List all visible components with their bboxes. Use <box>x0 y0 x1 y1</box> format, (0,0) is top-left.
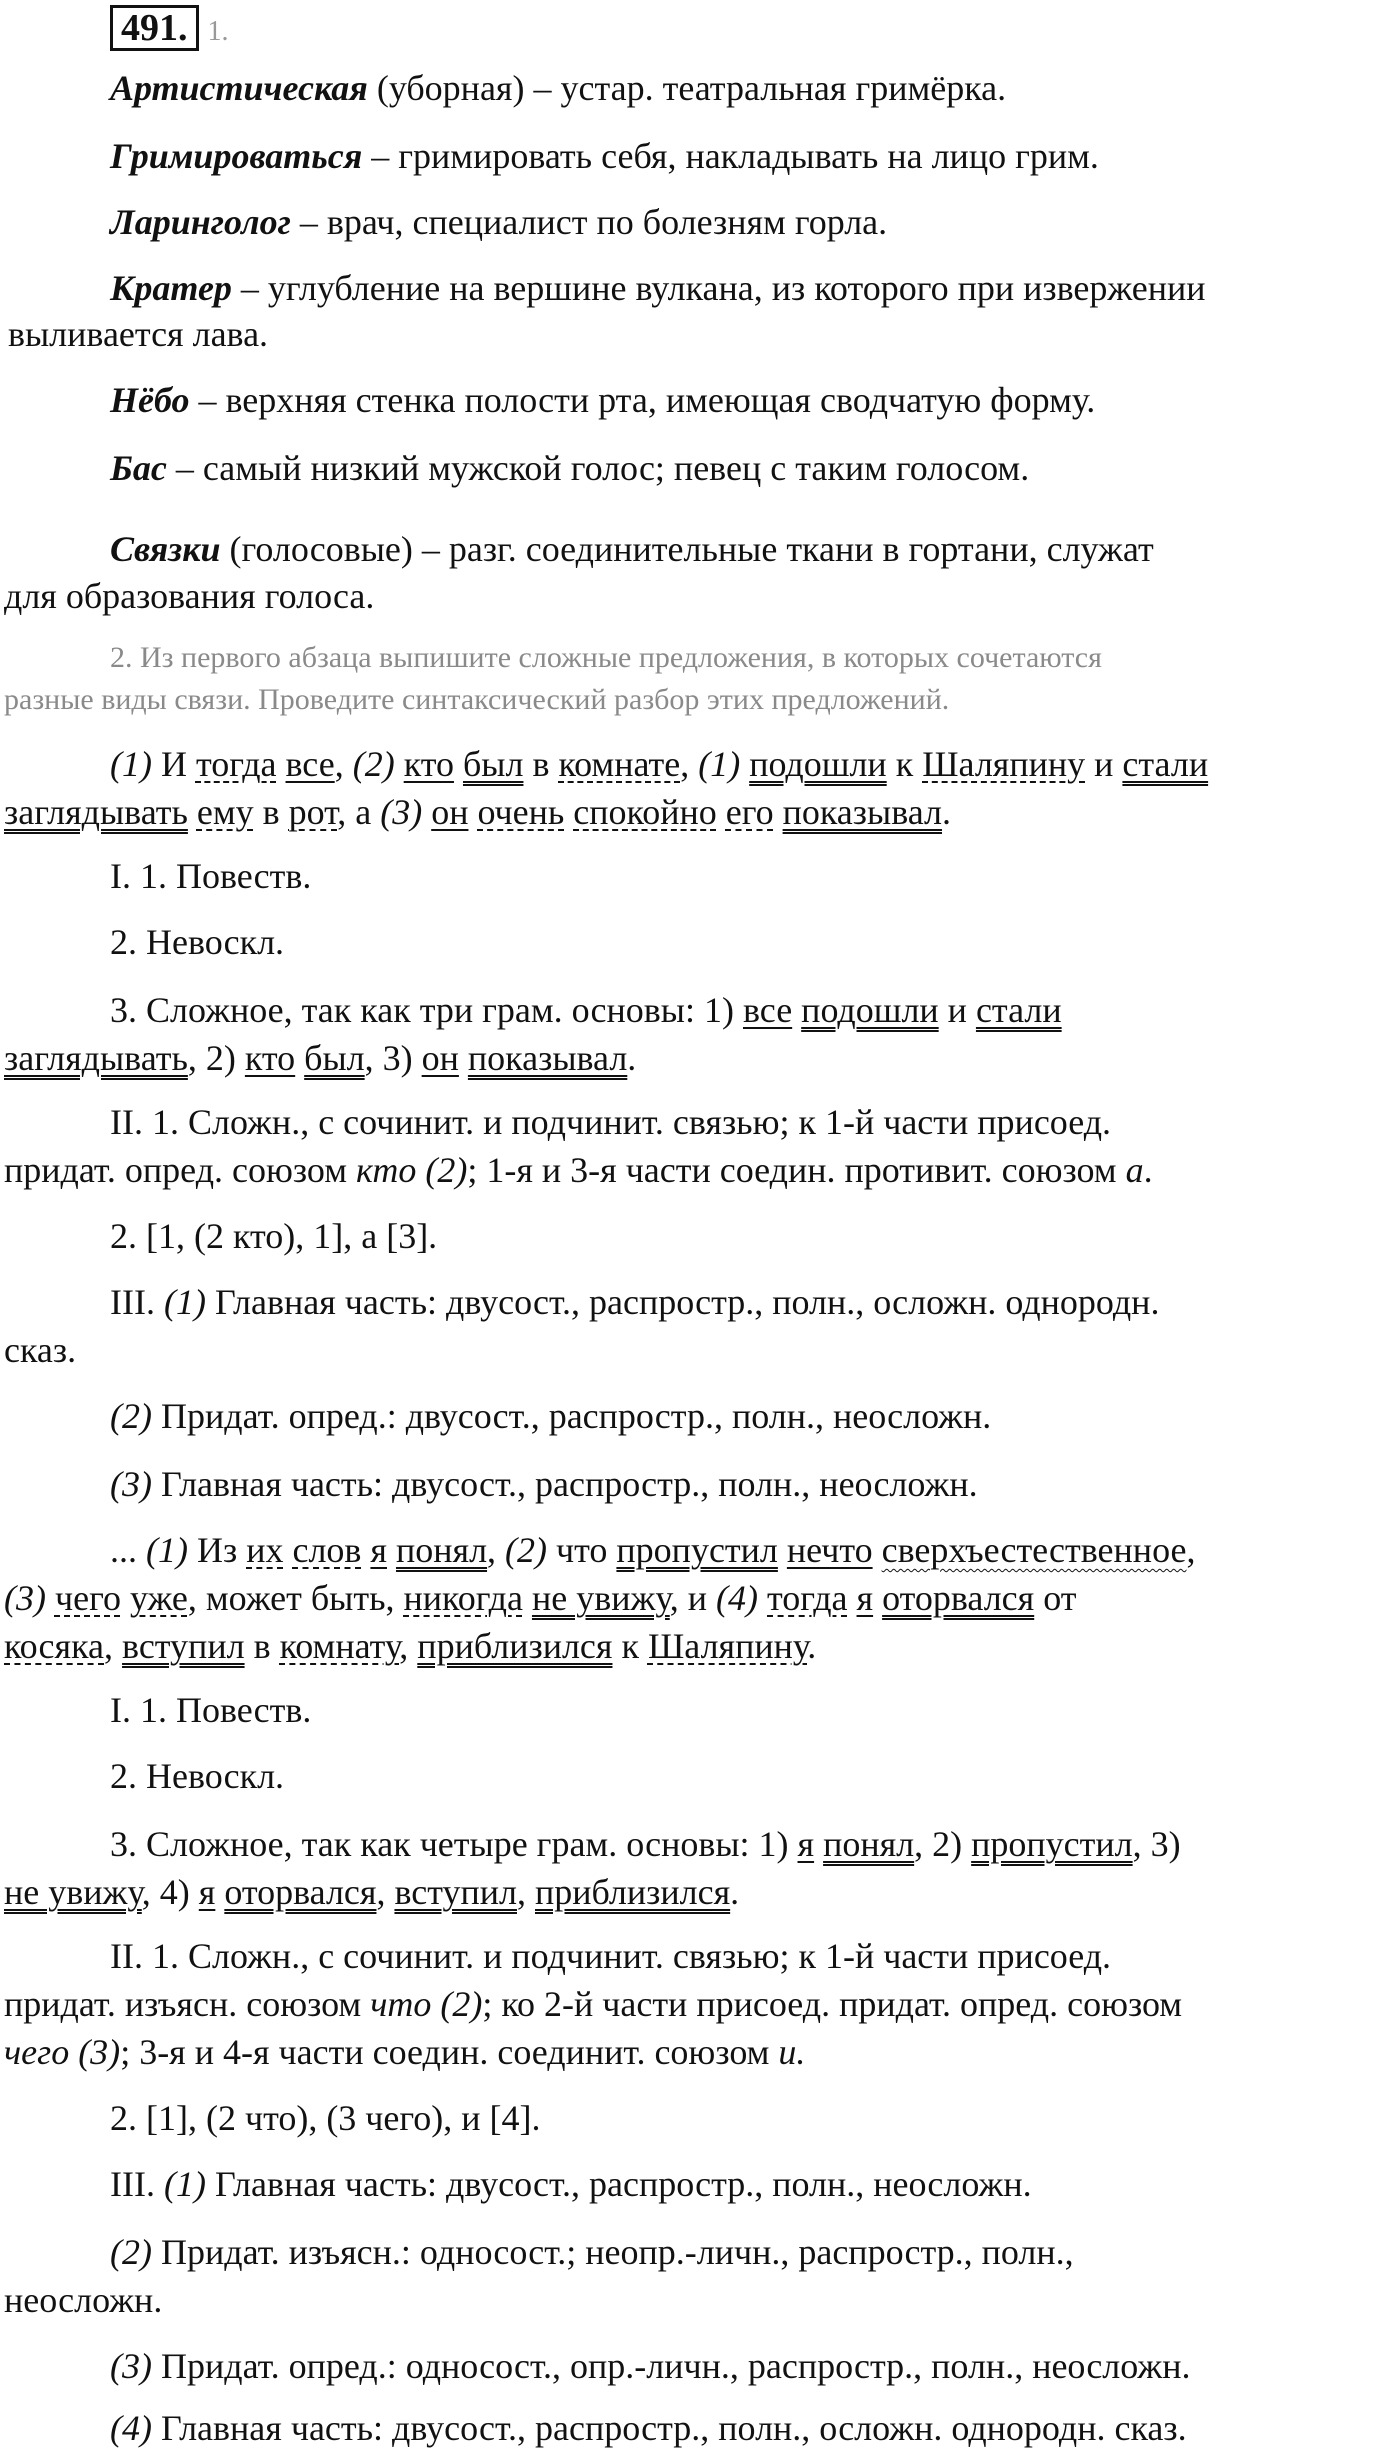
analysis2-line8 <box>110 2342 1191 2390</box>
word: и <box>938 990 976 1030</box>
analysis1-line1: I. 1. Повеств. <box>110 856 312 896</box>
analysis1-line6 <box>110 1278 1159 1326</box>
word: приблизился <box>417 1626 613 1666</box>
text: кто (2) <box>355 1150 468 1190</box>
word: в <box>244 1626 280 1666</box>
definition-4 <box>110 264 1206 312</box>
word: и <box>1085 744 1123 784</box>
word: комнате <box>558 744 681 784</box>
analysis2-line3-cont: не увижу, 4) я оторвался, вступил, приблизился. <box>4 1872 740 1912</box>
word: был <box>462 744 524 784</box>
term: Нёбо <box>110 380 190 420</box>
word: приблизился <box>534 1872 731 1912</box>
word: Из <box>187 1530 247 1570</box>
text: , 3) <box>364 1038 422 1078</box>
word: , и <box>669 1578 717 1618</box>
sentence1-line2: заглядывать ему в рот, а (3) он очень спокойно его показывал. <box>4 792 951 832</box>
text: а <box>1125 1150 1144 1190</box>
word: ему <box>196 792 254 832</box>
text: придат. опред. союзом <box>4 1150 356 1190</box>
word: от <box>1034 1578 1077 1618</box>
word: спокойно <box>573 792 717 832</box>
word: стали <box>975 990 1062 1030</box>
text: ; ко 2-й части присоед. придат. опред. союзом <box>482 1984 1183 2024</box>
word: никогда <box>403 1578 523 1618</box>
text: что (2) <box>370 1984 483 2024</box>
word: нечто <box>786 1530 873 1570</box>
analysis1-line8 <box>110 1460 978 1508</box>
word: что <box>547 1530 617 1570</box>
part-number: (1) <box>163 2164 206 2204</box>
definition-text: – гримировать себя, накладывать на лицо грим. <box>362 136 1099 176</box>
definition-text: – верхняя стенка полости рта, имеющая сводчатую форму. <box>189 380 1096 420</box>
part-number: (4) <box>110 2408 152 2448</box>
word: в <box>253 792 289 832</box>
analysis2-line4: II. 1. Сложн., с сочинит. и подчинит. связью; к 1-й части присоед. <box>110 1936 1112 1976</box>
word: тогда <box>195 744 277 784</box>
analysis2-line5: 2. [1], (2 что), (3 чего), и [4]. <box>110 2098 541 2138</box>
sentence2-line1: ... (1) Из их слов я понял, (2) что пропустил нечто сверхъестественное, <box>110 1530 1196 1570</box>
term: Артистическая <box>110 68 368 108</box>
analysis2-line4-cont2 <box>4 2028 805 2076</box>
analysis2-line2: 2. Невоскл. <box>110 1756 285 1796</box>
part-number: (2) <box>505 1530 548 1570</box>
part-number: (2) <box>110 1396 152 1436</box>
definition-2 <box>110 132 1099 180</box>
text: , 2) <box>187 1038 245 1078</box>
word: комнату <box>279 1626 400 1666</box>
part-number: (1) <box>110 744 152 784</box>
word: , а <box>337 792 381 832</box>
part-number: (4) <box>716 1578 758 1618</box>
text: придат. изъясн. союзом <box>4 1984 371 2024</box>
definition-7-cont: для образования голоса. <box>4 576 375 616</box>
word: И <box>151 744 196 784</box>
term: Связки <box>110 529 221 569</box>
text: , 3) <box>1132 1824 1181 1864</box>
word: оторвался <box>882 1578 1035 1618</box>
analysis2-line7 <box>110 2228 1074 2276</box>
analysis1-line3 <box>110 986 1062 1034</box>
text: ; 3-я и 4-я части соедин. соединит. союзом <box>120 2032 779 2072</box>
task-number: 491. <box>110 5 199 51</box>
part-number: (1) <box>163 1282 206 1322</box>
definition-text: (уборная) – устар. театральная гримёрка. <box>367 68 1007 108</box>
word: уже <box>129 1578 188 1618</box>
analysis1-line2: 2. Невоскл. <box>110 922 285 962</box>
word: сверхъестественное <box>881 1530 1187 1570</box>
task2-line1: 2. Из первого абзаца выпишите сложные предложения, в которых сочетаются <box>110 641 1102 674</box>
part-number: (2) <box>352 744 395 784</box>
word: все <box>742 990 793 1030</box>
term: Кратер <box>110 268 232 308</box>
text: Главная часть: двусост., распростр., полн., неосложн. <box>205 2164 1032 2204</box>
word: он <box>421 1038 459 1078</box>
task2-line2: разные виды связи. Проведите синтаксический разбор этих предложений. <box>4 683 950 716</box>
part-number: (3) <box>110 1464 152 1504</box>
analysis1-line6-cont: сказ. <box>4 1330 77 1370</box>
word: очень <box>477 792 565 832</box>
analysis1-line3-cont: заглядывать, 2) кто был, 3) он показывал. <box>4 1038 637 1078</box>
text: чего (3) <box>4 2032 121 2072</box>
word: , может быть, <box>187 1578 404 1618</box>
part-number: (3) <box>110 2346 152 2386</box>
definition-text: – углубление на вершине вулкана, из которого при извержении <box>231 268 1206 308</box>
word: его <box>725 792 774 832</box>
word: он <box>431 792 469 832</box>
definition-3 <box>110 198 887 246</box>
definition-text: – врач, специалист по болезням горла. <box>290 202 888 242</box>
definition-text: (голосовые) – разг. соединительные ткани в гортани, служат <box>220 529 1154 569</box>
analysis1-line4-cont: придат. опред. союзом кто (2); 1-я и 3-я части соедин. противит. союзом а. <box>4 1150 1153 1190</box>
word: чего <box>54 1578 121 1618</box>
analysis2-line7-cont: неосложн. <box>4 2280 163 2320</box>
text: и. <box>778 2032 806 2072</box>
word: кто <box>403 744 454 784</box>
word: не увижу <box>531 1578 670 1618</box>
word: подошли <box>801 990 939 1030</box>
task-header <box>110 4 229 56</box>
word: вступил <box>394 1872 517 1912</box>
text: III. <box>110 1282 164 1322</box>
word: не увижу <box>4 1872 142 1912</box>
text: Главная часть: двусост., распростр., полн., осложн. однородн. сказ. <box>151 2408 1187 2448</box>
text: Придат. опред.: односост., опр.-личн., распростр., полн., неосложн. <box>151 2346 1191 2386</box>
text: Главная часть: двусост., распростр., полн., неосложн. <box>151 1464 978 1504</box>
word: рот <box>288 792 338 832</box>
analysis1-line5: 2. [1, (2 кто), 1], а [3]. <box>110 1216 438 1256</box>
text: , 4) <box>141 1872 199 1912</box>
text: , 2) <box>914 1824 972 1864</box>
term: Гримироваться <box>110 136 363 176</box>
word: слов <box>292 1530 362 1570</box>
text: Придат. изъясн.: односост.; неопр.-личн., распростр., полн., <box>151 2232 1074 2272</box>
word: их <box>246 1530 284 1570</box>
word: к <box>886 744 923 784</box>
word: заглядывать <box>4 1038 188 1078</box>
word: тогда <box>767 1578 848 1618</box>
analysis2-line4-cont1 <box>4 1980 1182 2028</box>
word: Шаляпину <box>647 1626 808 1666</box>
part-number: (2) <box>110 2232 152 2272</box>
word: подошли <box>749 744 887 784</box>
analysis2-line9 <box>110 2404 1187 2452</box>
definition-7 <box>110 525 1154 573</box>
word: был <box>304 1038 365 1078</box>
text: ... <box>110 1530 146 1570</box>
text: ; 1-я и 3-я части соедин. противит. союзом <box>467 1150 1126 1190</box>
word: Шаляпину <box>922 744 1086 784</box>
analysis2-line3 <box>110 1820 1181 1868</box>
word: все <box>285 744 335 784</box>
word: я <box>797 1824 815 1864</box>
sub-number: 1. <box>207 16 229 47</box>
definition-5 <box>110 376 1095 424</box>
word: пропустил <box>616 1530 778 1570</box>
text: Придат. опред.: двусост., распростр., полн., неосложн. <box>151 1396 992 1436</box>
word: я <box>856 1578 874 1618</box>
definition-4-cont: выливается лава. <box>8 314 269 354</box>
word: вступил <box>122 1626 245 1666</box>
sentence1-line1: (1) И тогда все, (2) кто был в комнате, (1) подошли к Шаляпину и стали <box>110 744 1209 784</box>
word: понял <box>395 1530 488 1570</box>
text: 3. Сложное, так как три грам. основы: 1) <box>110 990 743 1030</box>
text: III. <box>110 2164 164 2204</box>
word: пропустил <box>971 1824 1133 1864</box>
text: 3. Сложное, так как четыре грам. основы: 1) <box>110 1824 798 1864</box>
definition-1 <box>110 64 1006 112</box>
part-number: (1) <box>146 1530 188 1570</box>
part-number: (3) <box>380 792 423 832</box>
analysis2-line6 <box>110 2160 1032 2208</box>
analysis1-line7 <box>110 1392 991 1440</box>
term: Бас <box>110 448 167 488</box>
word: показывал <box>782 792 942 832</box>
word: в <box>523 744 559 784</box>
sentence2-line2 <box>4 1574 1076 1622</box>
word: показывал <box>467 1038 628 1078</box>
word: я <box>198 1872 216 1912</box>
word: кто <box>244 1038 296 1078</box>
word: стали <box>1122 744 1209 784</box>
word: к <box>612 1626 648 1666</box>
text: Главная часть: двусост., распростр., полн., осложн. однородн. <box>205 1282 1160 1322</box>
word: заглядывать <box>4 792 188 832</box>
word: я <box>370 1530 387 1570</box>
definition-6 <box>110 444 1029 492</box>
word: понял <box>823 1824 915 1864</box>
part-number: (1) <box>698 744 741 784</box>
analysis2-line1: I. 1. Повеств. <box>110 1690 312 1730</box>
word: оторвался <box>224 1872 377 1912</box>
part-number: (3) <box>4 1578 46 1618</box>
word: косяка <box>4 1626 105 1666</box>
definition-text: – самый низкий мужской голос; певец с таким голосом. <box>166 448 1030 488</box>
term: Ларинголог <box>110 202 291 242</box>
analysis1-line4: II. 1. Сложн., с сочинит. и подчинит. связью; к 1-й части присоед. <box>110 1102 1112 1142</box>
sentence2-line3: косяка, вступил в комнату, приблизился к Шаляпину. <box>4 1626 817 1666</box>
